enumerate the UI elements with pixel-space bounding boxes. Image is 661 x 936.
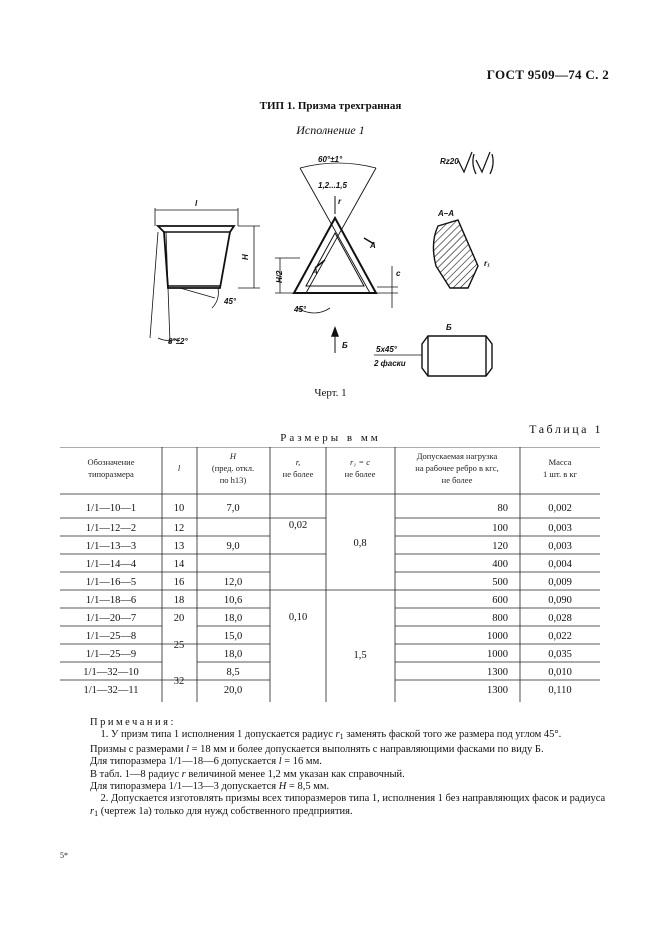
cell-mass: 0,003 — [548, 541, 572, 552]
note-1a: 1. У призм типа 1 исполнения 1 допускается радиус $r_1$ заменять фаской того же размера под углом 45°. — [100, 729, 562, 742]
side-view — [150, 208, 260, 343]
table-number: Таблица 1 — [529, 422, 603, 436]
dim-c: c — [396, 269, 401, 278]
cell-load: 1000 — [487, 649, 508, 660]
cell-load: 500 — [492, 577, 508, 588]
view-B-label: Б — [446, 323, 452, 332]
hdr-designation-1: Обозначение — [87, 457, 135, 467]
roughness-label: Rz20 — [440, 157, 459, 166]
chamfer-size: 5x45° — [376, 345, 397, 354]
cell-l: 16 — [173, 577, 185, 588]
cell-l: 25 — [173, 640, 185, 651]
cell-designation: 1/1—14—4 — [85, 559, 137, 570]
cell-H: 15,0 — [223, 631, 243, 642]
cell-mass: 0,009 — [548, 577, 572, 588]
cell-mass: 0,022 — [548, 631, 572, 642]
cell-designation: 1/1—16—5 — [85, 577, 137, 588]
cell-H: 7,0 — [226, 503, 240, 514]
cell-mass: 0,090 — [548, 595, 572, 606]
cell-designation: 1/1—18—6 — [85, 595, 137, 606]
hdr-r-2: не более — [282, 469, 314, 479]
chamfer-count: 2 фаски — [374, 359, 406, 368]
dim-r: r — [338, 197, 342, 206]
section-title: ТИП 1. Призма трехгранная — [259, 100, 402, 112]
cell-mass: 0,004 — [548, 559, 572, 570]
hdr-mass-2: 1 шт. в кг — [543, 469, 577, 479]
section-AA-shape — [433, 220, 478, 288]
variant-title: Исполнение 1 — [296, 123, 365, 137]
cell-l: 20 — [173, 613, 185, 624]
note-1e: Для типоразмера 1/1—13—3 допускается H = 8,5 мм. — [90, 781, 330, 793]
cell-mass: 0,028 — [548, 613, 572, 624]
cell-load: 600 — [492, 595, 508, 606]
cell-mass: 0,110 — [548, 685, 572, 696]
cell-designation: 1/1—25—8 — [85, 631, 137, 642]
cell-H: 18,0 — [223, 613, 243, 624]
notes-title: Примечания: — [90, 717, 176, 728]
hdr-r-1: r, — [295, 457, 301, 467]
cell-designation: 1/1—32—10 — [83, 667, 139, 678]
front-view — [275, 163, 398, 353]
hdr-mass-1: Масса — [548, 457, 572, 467]
table-subtitle: Размеры в мм — [280, 432, 381, 444]
cell-load: 1300 — [487, 685, 508, 696]
label-r1: r₁ — [484, 259, 490, 268]
cell-l: 18 — [173, 595, 185, 606]
cell-designation: 1/1—25—9 — [85, 649, 137, 660]
dim-H2: H/2 — [275, 270, 284, 283]
cell-l: 32 — [173, 676, 185, 687]
hdr-load-3: не более — [441, 475, 473, 485]
dim-r-range: 1,2...1,5 — [318, 181, 347, 190]
note-2: 2. Допускается изготовлять призмы всех типоразмеров типа 1, исполнения 1 без направляющих фасок и радиуса $r_1$ (чертеж 1а) только для нужд собственного предприятия. — [90, 793, 606, 818]
cell-H: 9,0 — [226, 541, 240, 552]
cell-H: 8,5 — [226, 667, 240, 678]
dim-45-front: 45° — [294, 305, 307, 314]
dim-H: H — [241, 254, 250, 260]
note-1d: В табл. 1—8 радиус r величиной менее 1,2 мм указан как справочный. — [90, 768, 405, 780]
page-mark: 5* — [60, 851, 68, 860]
r-value-top: 0,02 — [288, 520, 308, 531]
hdr-H-1: H — [229, 451, 237, 461]
cell-designation: 1/1—12—2 — [85, 523, 137, 534]
cell-load: 1000 — [487, 631, 508, 642]
hdr-load-1: Допускаемая нагрузка — [416, 451, 498, 461]
dim-l: l — [195, 199, 198, 208]
hdr-designation-2: типоразмера — [88, 469, 134, 479]
cell-l: 14 — [173, 559, 185, 570]
r1-value-top: 0,8 — [353, 538, 367, 549]
cell-load: 1300 — [487, 667, 508, 678]
technical-drawing — [140, 148, 500, 386]
cell-load: 400 — [492, 559, 508, 570]
label-A-right: A — [370, 241, 376, 250]
cell-load: 80 — [497, 503, 508, 514]
cell-mass: 0,002 — [548, 503, 572, 514]
view-B-shape — [422, 336, 492, 376]
notes-block — [90, 717, 610, 820]
cell-mass: 0,010 — [548, 667, 572, 678]
dim-60deg: 60°±1° — [318, 155, 343, 164]
roughness-mark — [458, 152, 493, 174]
cell-designation: 1/1—32—11 — [83, 685, 139, 696]
cell-H: 18,0 — [223, 649, 243, 660]
cell-H: 12,0 — [223, 577, 243, 588]
note-1c: Для типоразмера 1/1—18—6 допускается l = 16 мм. — [90, 756, 322, 768]
r-value-bottom: 0,10 — [288, 612, 308, 623]
cell-load: 800 — [492, 613, 508, 624]
section-AA-label: A–A — [438, 209, 455, 218]
cell-l: 12 — [173, 523, 185, 534]
cell-H: 20,0 — [223, 685, 243, 696]
hdr-load-2: на рабочее ребро в кгс, — [415, 463, 499, 473]
hdr-r1c-2: не более — [344, 469, 376, 479]
dimensions-table — [60, 447, 600, 702]
page-header: ГОСТ 9509—74 С. 2 — [486, 67, 609, 82]
cell-H: 10,6 — [223, 595, 243, 606]
dim-45: 45° — [224, 297, 237, 306]
cell-l: 10 — [173, 503, 185, 514]
cell-mass: 0,003 — [548, 523, 572, 534]
cell-designation: 1/1—20—7 — [85, 613, 137, 624]
dim-8deg: 8°±2° — [168, 337, 188, 346]
hdr-H-2: (пред. откл. — [211, 463, 255, 473]
r1-value-bottom: 1,5 — [353, 650, 367, 661]
cell-mass: 0,035 — [548, 649, 572, 660]
cell-load: 120 — [492, 541, 508, 552]
cell-l: 13 — [173, 541, 185, 552]
cell-designation: 1/1—13—3 — [85, 541, 137, 552]
label-B: Б — [342, 341, 348, 350]
hdr-H-3: по h13) — [219, 475, 247, 485]
hdr-l: l — [177, 463, 181, 473]
cell-designation: 1/1—10—1 — [85, 503, 137, 514]
hdr-r1c-1: r₁ = c — [349, 457, 371, 467]
cell-load: 100 — [492, 523, 508, 534]
label-A-left: A — [312, 267, 318, 276]
drawing-caption: Черт. 1 — [314, 387, 347, 399]
note-1b: Призмы с размерами l = 18 мм и более допускается выполнять с направляющими фасками по виду Б. — [90, 743, 544, 755]
